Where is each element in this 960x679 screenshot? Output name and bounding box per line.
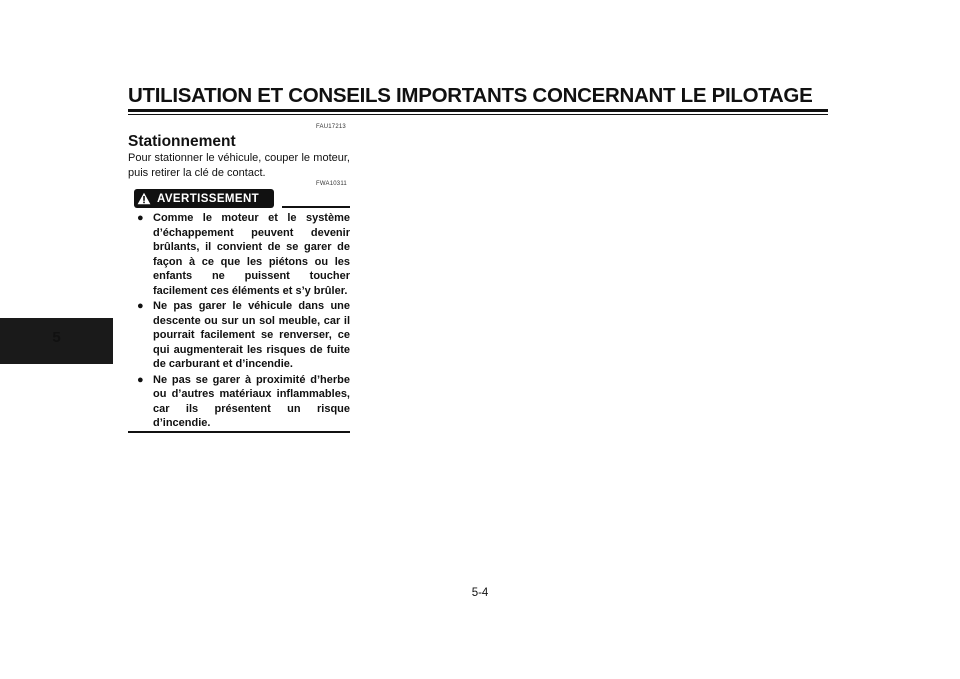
section-code: FAU17213 [316, 124, 346, 130]
warning-item [136, 373, 350, 431]
bullet-icon: ● [137, 373, 144, 386]
warning-end-rule [128, 431, 350, 433]
warning-item [136, 299, 350, 372]
bullet-icon: ● [137, 300, 144, 312]
warning-item-text: Ne pas garer le véhicule dans une descente ou sur un sol meuble, car il pourrait facilement se renverser, ce qui augmenterait les risques de fuite de carburant et d’incendie. [153, 300, 350, 370]
warning-item [136, 211, 350, 298]
warning-triangle-icon [134, 189, 154, 208]
bullet-icon: ● [137, 212, 144, 224]
section-title: Stationnement [128, 133, 236, 150]
warning-banner [134, 189, 274, 208]
page-header-title: UTILISATION ET CONSEILS IMPORTANTS CONCERNANT LE PILOTAGE [128, 84, 813, 107]
chapter-number: 5 [52, 329, 61, 346]
warning-code: FWA10311 [316, 181, 347, 187]
warning-rule [282, 206, 350, 208]
page-number: 5-4 [471, 587, 489, 599]
header-rule [128, 109, 828, 112]
warning-label: AVERTISSEMENT [157, 192, 260, 205]
header-rule-thin [128, 114, 828, 115]
section-intro: Pour stationner le véhicule, couper le moteur, puis retirer la clé de contact. [128, 152, 350, 179]
warning-item-text: Ne pas se garer à proximité d’herbe ou d’autres matériaux inflammables, car ils présentent un risque d’incendie. [153, 373, 350, 429]
warning-list [136, 211, 350, 432]
warning-item-text: Comme le moteur et le système d’échappement peuvent devenir brûlants, il convient de se garer de façon à ce que les piétons ou les enfants ne puissent toucher facilement ces éléments et s’y brûler. [153, 212, 350, 297]
